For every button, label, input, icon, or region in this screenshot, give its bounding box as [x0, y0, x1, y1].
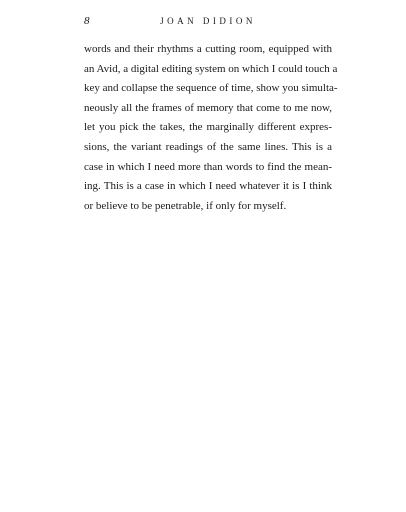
body-paragraph [84, 40, 338, 216]
text-line: case in which I need more than words to find the mean- [84, 160, 332, 173]
text-line: or believe to be penetrable, if only for myself. [84, 199, 287, 212]
running-head [84, 14, 332, 32]
text-line: ing. This is a case in which I need whatever it is I think [84, 180, 332, 193]
header-author: JOAN DIDION [160, 16, 256, 26]
text-line: neously all the frames of memory that come to me now, [84, 101, 332, 114]
text-line: key and collapse the sequence of time, show you simulta- [84, 82, 338, 95]
page-number: 8 [84, 15, 90, 27]
text-line: words and their rhythms a cutting room, equipped with [84, 43, 332, 55]
text-line: an Avid, a digital editing system on which I could touch a [84, 62, 338, 75]
text-line: sions, the variant readings of the same lines. This is a [84, 140, 332, 153]
text-line: let you pick the takes, the marginally different expres- [84, 121, 332, 134]
